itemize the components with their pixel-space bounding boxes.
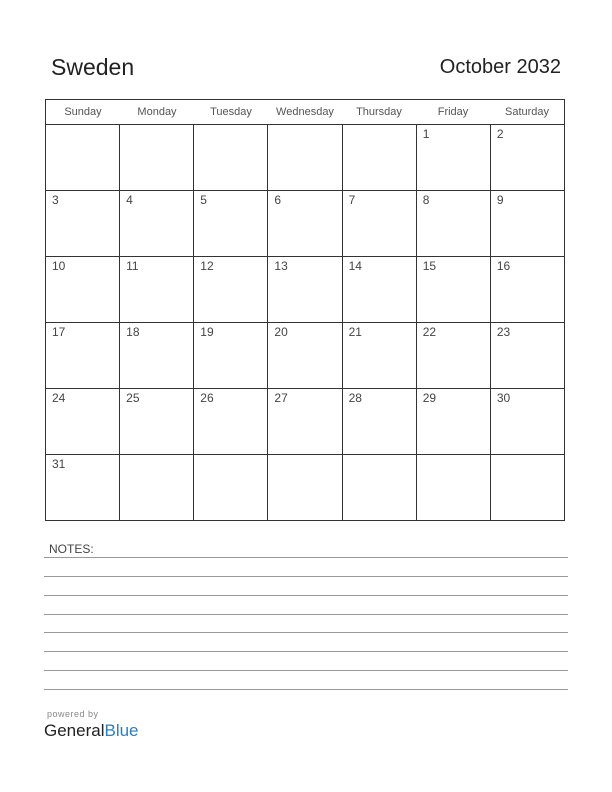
- day-number: 3: [52, 193, 59, 207]
- notes-line: [44, 689, 568, 690]
- powered-by-text: powered by: [47, 709, 99, 719]
- day-number: 22: [422, 325, 437, 339]
- day-number: 24: [52, 391, 66, 405]
- weekday-sunday: Sunday: [64, 106, 102, 118]
- notes-line: [44, 595, 568, 596]
- day-number: 27: [274, 391, 288, 405]
- day-cell: [268, 323, 342, 388]
- notes-line: [44, 651, 568, 652]
- notes-label: NOTES:: [49, 542, 94, 556]
- day-number: 31: [52, 457, 66, 471]
- day-cell: [417, 389, 491, 454]
- week-row-1: [46, 125, 564, 191]
- day-cell: [194, 455, 268, 520]
- day-number: 7: [348, 193, 356, 207]
- day-number: 16: [496, 259, 511, 273]
- day-cell: [343, 191, 417, 256]
- logo-general-text: General: [44, 721, 105, 740]
- weekday-friday: Friday: [437, 106, 469, 118]
- day-cell: [343, 323, 417, 388]
- day-cell: [491, 257, 564, 322]
- week-row-5: [46, 389, 564, 455]
- weekday-saturday: Saturday: [504, 106, 550, 118]
- day-cell: [120, 257, 194, 322]
- day-number: 8: [422, 193, 430, 207]
- day-number: 1: [422, 127, 430, 141]
- country-title: Sweden: [51, 54, 135, 80]
- day-cell: [417, 455, 491, 520]
- day-number: 11: [126, 259, 139, 273]
- day-cell: [120, 323, 194, 388]
- day-cell: [46, 191, 120, 256]
- day-number: 28: [348, 391, 362, 405]
- day-number: 10: [52, 259, 66, 273]
- day-number: 19: [200, 325, 214, 339]
- notes-line: [44, 576, 568, 577]
- day-cell: [417, 323, 491, 388]
- notes-line: [44, 670, 568, 671]
- day-number: 4: [126, 193, 133, 207]
- day-cell: [343, 125, 417, 190]
- day-number: 9: [496, 193, 504, 207]
- day-cell: [120, 125, 194, 190]
- week-row-6: [46, 455, 564, 520]
- weekday-monday: Monday: [137, 106, 177, 118]
- notes-line: [44, 632, 568, 633]
- week-row-3: [46, 257, 564, 323]
- day-cell: [268, 389, 342, 454]
- day-number: 15: [422, 259, 437, 273]
- day-cell: [194, 125, 268, 190]
- day-cell: [268, 455, 342, 520]
- day-cell: [46, 323, 120, 388]
- day-cell: [46, 389, 120, 454]
- day-number: 13: [274, 259, 288, 273]
- day-cell: [491, 191, 564, 256]
- day-number: 14: [348, 259, 362, 273]
- day-cell: [46, 455, 120, 520]
- generalblue-logo: [44, 721, 139, 741]
- day-cell: [491, 455, 564, 520]
- day-cell: [194, 191, 268, 256]
- day-cell: [343, 455, 417, 520]
- day-cell: [194, 257, 268, 322]
- day-cell: [268, 191, 342, 256]
- day-number: 20: [274, 325, 288, 339]
- day-cell: [268, 257, 342, 322]
- day-cell: [194, 389, 268, 454]
- day-cell: [491, 389, 564, 454]
- day-cell: [268, 125, 342, 190]
- weekday-header: [46, 100, 564, 125]
- day-cell: [120, 455, 194, 520]
- day-number: 25: [126, 391, 140, 405]
- weekday-wednesday: Wednesday: [276, 106, 334, 118]
- day-cell: [120, 191, 194, 256]
- day-number: 17: [52, 325, 66, 339]
- day-cell: [194, 323, 268, 388]
- day-cell: [491, 323, 564, 388]
- week-row-2: [46, 191, 564, 257]
- week-row-4: [46, 323, 564, 389]
- day-number: 18: [126, 325, 140, 339]
- day-number: 5: [200, 193, 207, 207]
- day-cell: [417, 257, 491, 322]
- weekday-tuesday: Tuesday: [210, 106, 252, 118]
- day-cell: [46, 125, 120, 190]
- day-number: 30: [496, 391, 511, 405]
- day-cell: [417, 191, 491, 256]
- day-cell: [417, 125, 491, 190]
- day-cell: [343, 257, 417, 322]
- day-number: 23: [496, 325, 511, 339]
- day-cell: [120, 389, 194, 454]
- notes-line: [44, 614, 568, 615]
- day-number: 6: [274, 193, 282, 207]
- logo-blue-text: Blue: [104, 721, 139, 740]
- day-number: 29: [422, 391, 437, 405]
- month-title: October 2032: [439, 56, 561, 78]
- calendar-grid: [45, 99, 565, 521]
- day-cell: [491, 125, 564, 190]
- day-number: 21: [348, 325, 362, 339]
- day-cell: [46, 257, 120, 322]
- day-number: 26: [200, 391, 214, 405]
- notes-line: [44, 557, 568, 558]
- day-cell: [343, 389, 417, 454]
- day-number: 12: [200, 259, 214, 273]
- weekday-thursday: Thursday: [356, 106, 402, 118]
- day-number: 2: [496, 127, 504, 141]
